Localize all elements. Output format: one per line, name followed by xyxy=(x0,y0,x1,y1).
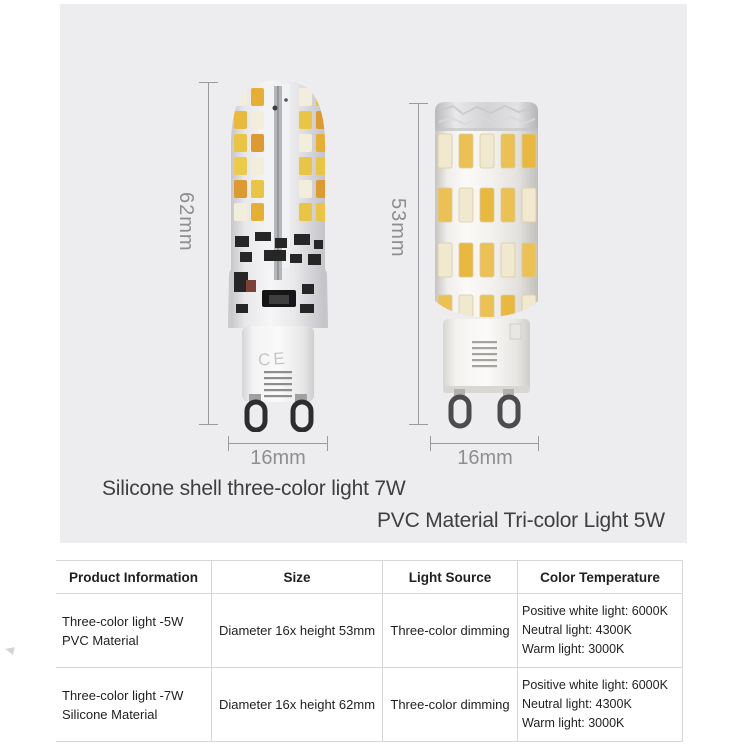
header-color-temperature: Color Temperature xyxy=(517,560,683,593)
height-dimension-line-7w xyxy=(208,82,209,425)
cell-r2-product-information xyxy=(56,667,211,742)
cell-r1-product-information xyxy=(56,593,211,667)
cell-r2-product-line2: Silicone Material xyxy=(62,706,158,722)
height-dimension-label-7w: 62mm xyxy=(175,192,197,252)
cell-r2-color-temperature xyxy=(517,667,683,742)
spec-table xyxy=(56,560,683,742)
width-dimension-line-7w xyxy=(228,443,328,444)
width-dimension-line-5w xyxy=(430,443,539,444)
caption-pvc-5w: PVC Material Tri-color Light 5W xyxy=(377,509,665,532)
cell-r1-light-source: Three-color dimming xyxy=(382,593,517,667)
product-photo-panel xyxy=(60,4,687,543)
cell-r2-size: Diameter 16x height 62mm xyxy=(211,667,382,742)
width-dimension-label-5w: 16mm xyxy=(457,447,513,469)
header-light-source: Light Source xyxy=(382,560,517,593)
silicone-bulb-image xyxy=(228,76,328,432)
cell-r1-color-temperature xyxy=(517,593,683,667)
cell-r1-temp-line2: Neutral light: 4300K xyxy=(522,623,632,637)
cell-r1-temp-line3: Warm light: 3000K xyxy=(522,642,625,656)
cell-r2-product-line1: Three-color light -7W xyxy=(62,687,184,703)
height-dimension-label-5w: 53mm xyxy=(387,198,409,258)
cell-r2-temp-line3: Warm light: 3000K xyxy=(522,716,625,730)
cell-r1-size: Diameter 16x height 53mm xyxy=(211,593,382,667)
caption-silicone-7w: Silicone shell three-color light 7W xyxy=(102,477,406,500)
cell-r1-product-line1: Three-color light -5W xyxy=(62,613,184,629)
cell-r2-temp-line2: Neutral light: 4300K xyxy=(522,697,632,711)
svg-text:CE: CE xyxy=(257,348,289,370)
height-dimension-line-5w xyxy=(418,103,419,425)
cursor-icon xyxy=(4,645,15,655)
cell-r2-light-source: Three-color dimming xyxy=(382,667,517,742)
cell-r1-temp-line1: Positive white light: 6000K xyxy=(522,604,668,618)
width-dimension-label-7w: 16mm xyxy=(250,447,306,469)
cell-r2-temp-line1: Positive white light: 6000K xyxy=(522,678,668,692)
pvc-bulb-image xyxy=(433,98,540,432)
header-size: Size xyxy=(211,560,382,593)
header-product-information: Product Information xyxy=(56,560,211,593)
cell-r1-product-line2: PVC Material xyxy=(62,632,139,648)
